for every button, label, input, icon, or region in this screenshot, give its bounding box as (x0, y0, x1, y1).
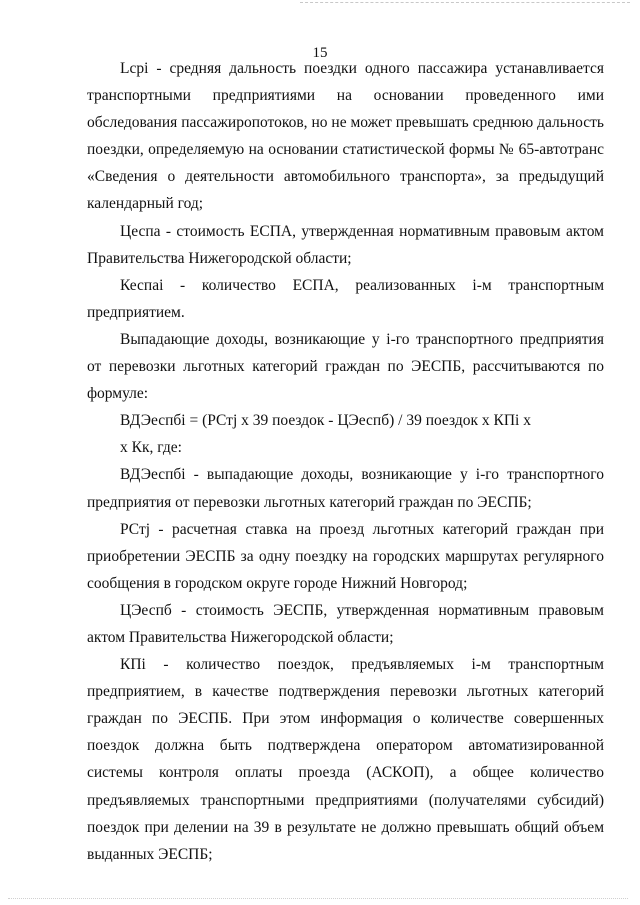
paragraph-lost-income-intro: Выпадающие доходы, возникающие у i-го транспортного предприятия от перевозки льготных категорий граждан по ЭЕСПБ, рассчитываются по формуле: (87, 330, 604, 403)
formula-line-1: ВДЭеспбi = (РСтj х 39 поездок - ЦЭеспб) / 39 поездок х КПi х (120, 412, 531, 430)
scan-edge-top (300, 2, 630, 4)
paragraph-lsr-definition: Lсрi - средняя дальность поездки одного пассажира устанавливается транспортными предприятиями на основании проведенного ими обследования пассажиропотоков, но не может превышать среднюю дальность поездки, определяемую на основании статистической формы № 65-автотранс «Сведения о деятельности автомобильного транспорта», за предыдущий календарный год; (87, 60, 604, 213)
paragraph-tsespb-definition: ЦЭеспб - стоимость ЭЕСПБ, утвержденная нормативным правовым актом Правительства Нижегородской области; (87, 601, 604, 646)
scan-bottom-edge (8, 894, 628, 899)
paragraph-kespa-definition: Кеспаi - количество ЕСПА, реализованных i-м транспортным предприятием. (87, 276, 604, 321)
page-number: 15 (312, 45, 328, 61)
paragraph-kp-definition: КПi - количество поездок, предъявляемых i-м транспортным предприятием, в качестве подтверждения перевозки льготных категорий граждан по ЭЕСПБ. При этом информация о количестве совершенных поездок должна быть подтверждена оператором автоматизированной системы контроля оплаты проезда (АСКОП), а общее количество предъявляемых транспортными предприятиями (получателями субсидий) поездок при делении на 39 в результате не должно превышать общий объем выданных ЭЕСПБ; (87, 656, 604, 863)
paragraph-tsespa-definition: Цеспа - стоимость ЕСПА, утвержденная нормативным правовым актом Правительства Нижегородской области; (87, 222, 604, 267)
document-body (87, 55, 604, 868)
formula-line-2: х Кк, где: (120, 439, 182, 457)
paragraph-vdespb-definition: ВДЭеспбi - выпадающие доходы, возникающие у i-го транспортного предприятия от перевозки льготных категорий граждан по ЭЕСПБ; (87, 466, 604, 511)
paragraph-rst-definition: РСтj - расчетная ставка на проезд льготных категорий граждан при приобретении ЭЕСПБ за одну поездку на городских маршрутах регулярного сообщения в городском округе городе Нижний Новгород; (87, 520, 604, 592)
